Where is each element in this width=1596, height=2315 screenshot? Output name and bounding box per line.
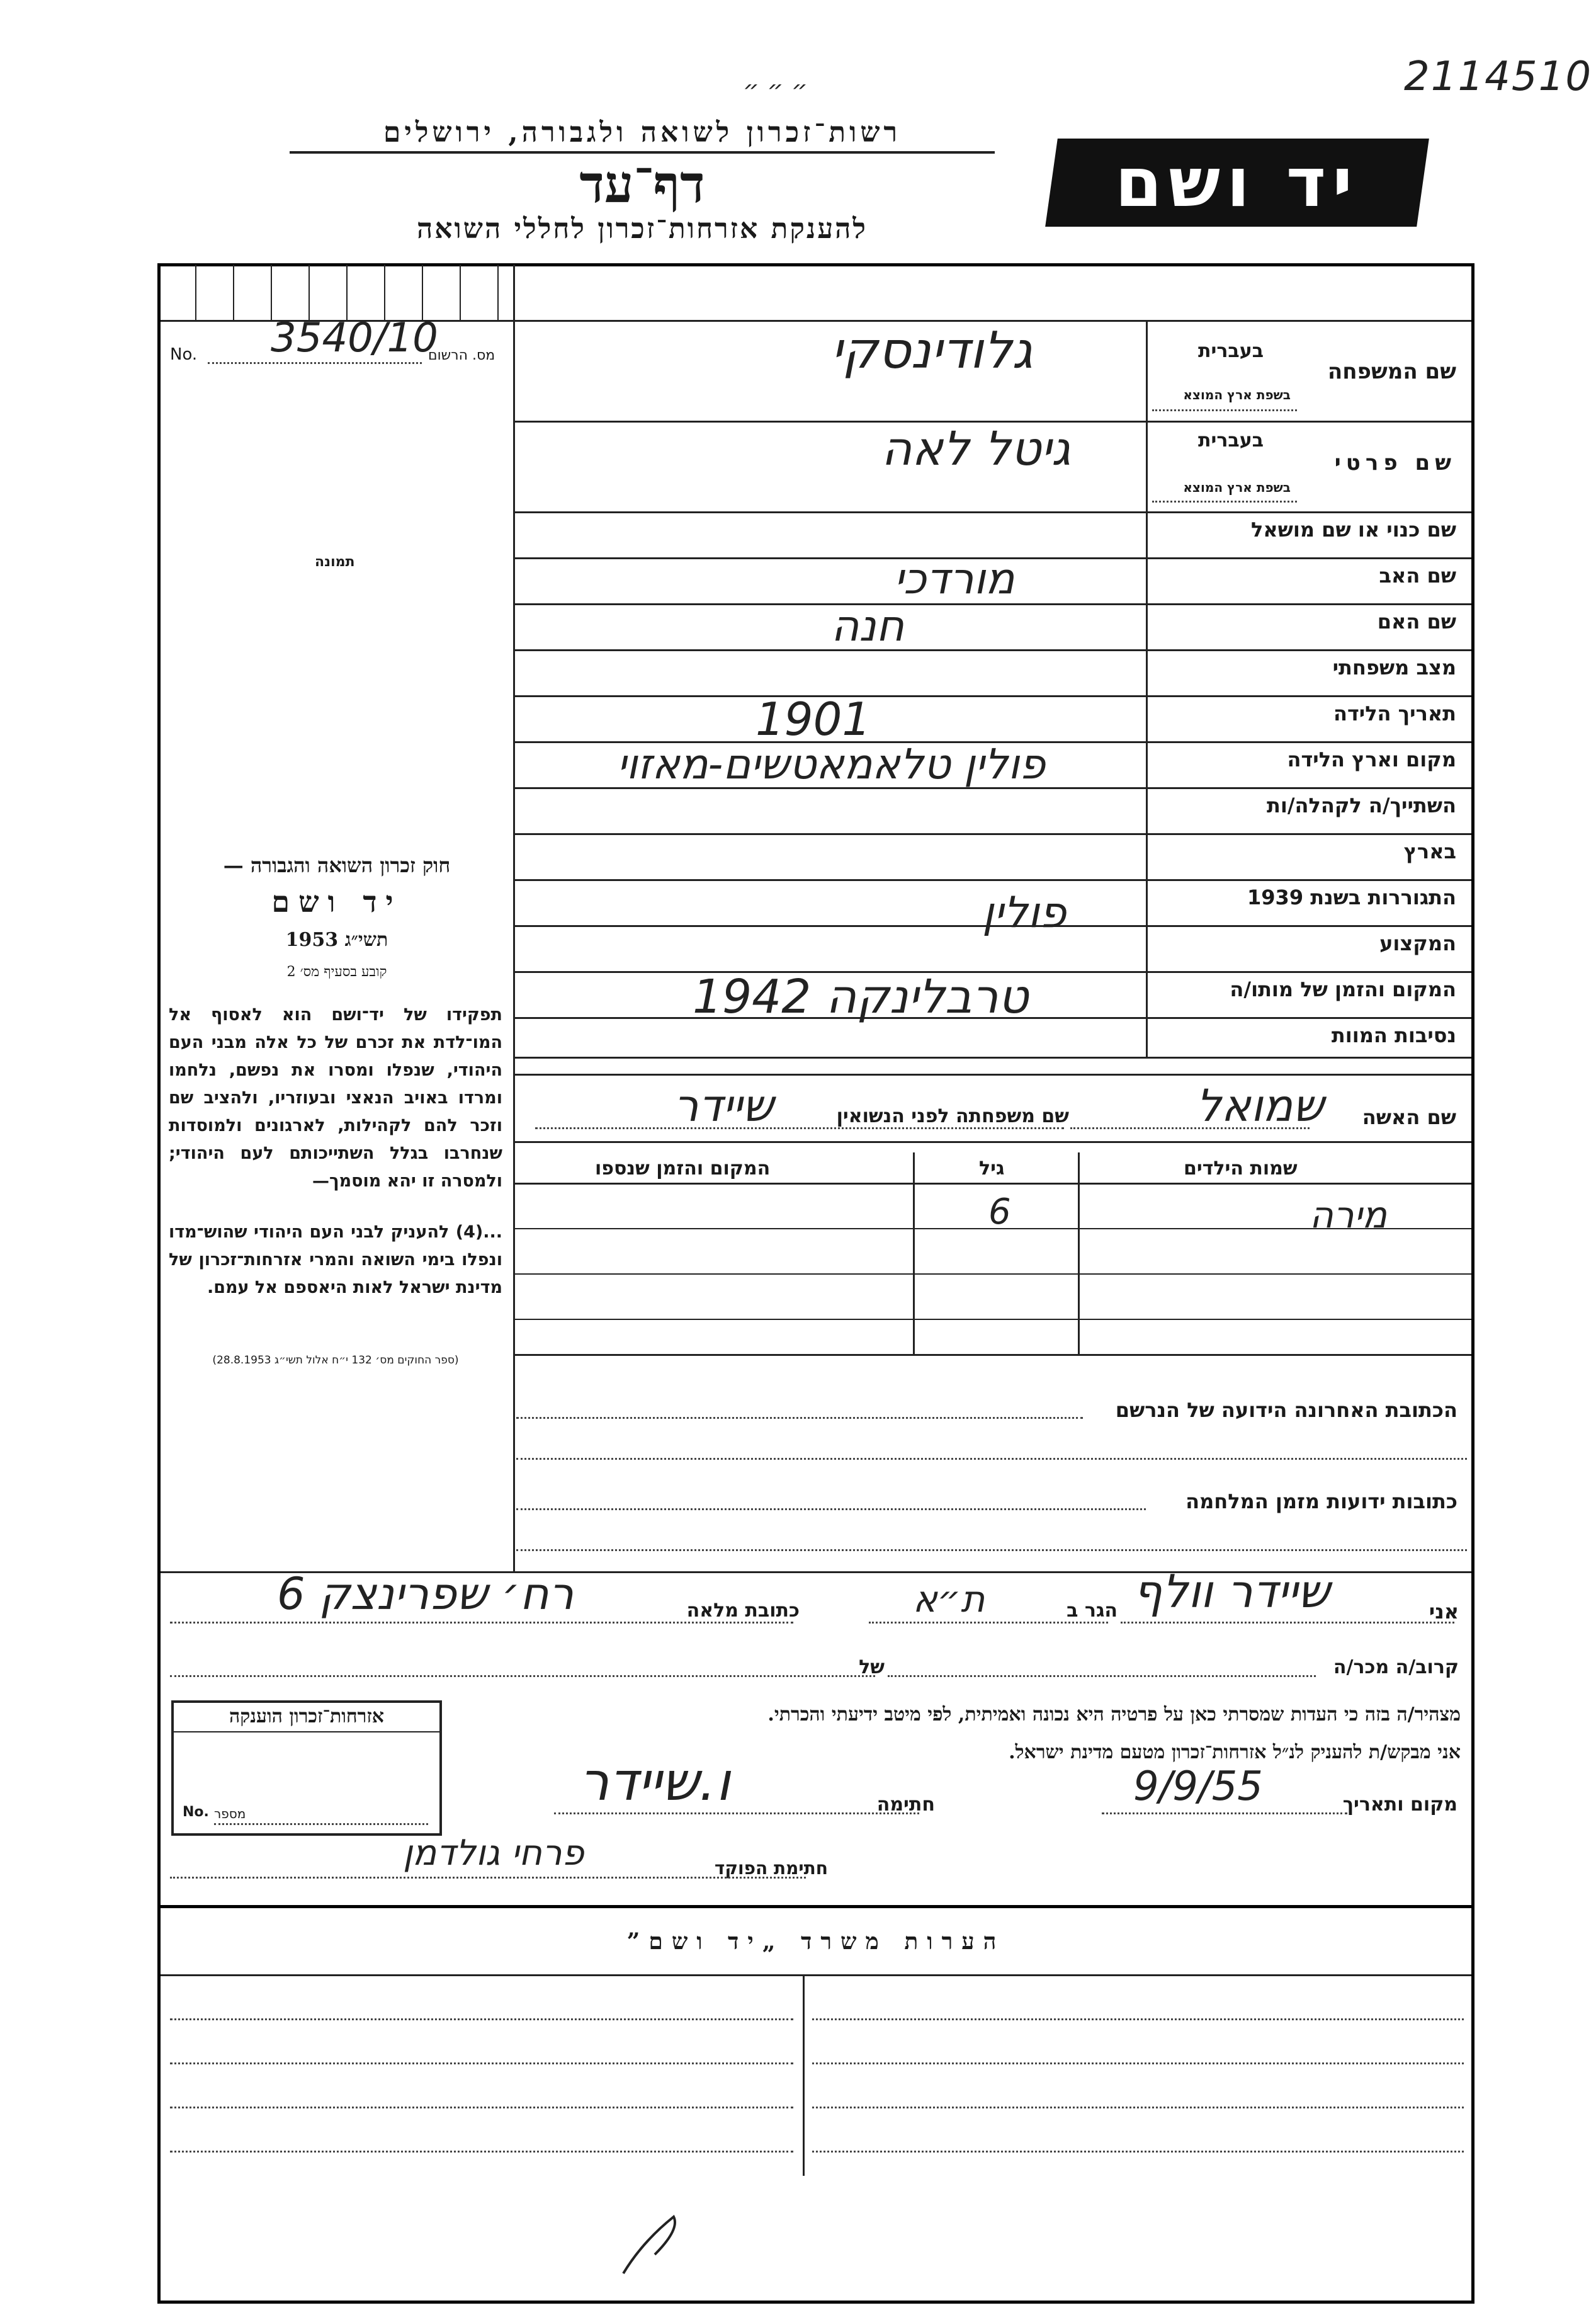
surname-origin-label: בשפת ארץ המוצא	[1183, 387, 1291, 402]
child-name[interactable]: מירה	[1310, 1193, 1387, 1236]
resides-value[interactable]: ת״א	[913, 1578, 985, 1620]
death-place-value[interactable]: טרבלינקה 1942	[693, 970, 1029, 1024]
logo-text: יד ושם	[1115, 143, 1359, 222]
first-name-origin-label: בשפת ארץ המוצא	[1183, 480, 1291, 495]
declaration-text: מצהיר/ה בזה כי העדות שמסרתי כאן על פרטיה היא נכונה ואמיתית, לפי מיטב ידיעתי והכרתי.	[767, 1704, 1461, 1726]
header-title: דף־עד	[579, 154, 705, 215]
nickname-label: שם כנוי או שם מושאל	[1250, 518, 1456, 542]
surname-label: שם המשפחה	[1327, 359, 1456, 384]
law-year: תשי״ג 1953	[285, 929, 388, 951]
last-address-label: הכתובת האחרונה הידועה של הנרשם	[1115, 1398, 1457, 1422]
spouse-maiden-label: שם משפחתה לפני הנשואין	[836, 1105, 1069, 1127]
header-subtitle: להענקת אזרחות־זכרון לחללי השואה	[416, 213, 868, 245]
remarks-title: הערות משרד „יד ושם”	[626, 1928, 1005, 1955]
of-label: של	[859, 1656, 885, 1678]
reg-label: מס. הרשום	[428, 348, 495, 363]
mother-label: שם האם	[1377, 610, 1456, 634]
marital-label: מצב משפחתי	[1332, 656, 1456, 680]
i-label: אני	[1429, 1600, 1459, 1624]
address-label: כתובת מלאה	[686, 1600, 800, 1622]
children-header-names: שמות הילדים	[1184, 1158, 1298, 1180]
spouse-maiden-value[interactable]: שיידר	[674, 1080, 774, 1132]
children-header-age: גיל	[979, 1158, 1005, 1180]
law-title: חוק זכרון השואה והגבורה —	[223, 853, 451, 877]
birth-place-label: מקום וארץ הלידה	[1287, 748, 1456, 771]
file-number: 2114510	[1404, 54, 1593, 100]
place-date-value[interactable]: 9/9/55	[1133, 1763, 1263, 1810]
father-value[interactable]: מורדכי	[894, 554, 1015, 604]
spouse-label: שם האשה	[1362, 1105, 1456, 1129]
first-name-value[interactable]: גיטל לאה	[881, 422, 1071, 476]
yad-vashem-logo	[1045, 139, 1429, 227]
request-text: אני מבקש/ת להעניק לנ״ל אזרחות־זכרון מטעם מדינת ישראל.	[1009, 1741, 1461, 1763]
granted-title: אזרחות־זכרון הוענקה	[171, 1705, 442, 1732]
surname-hebrew-label: בעברית	[1198, 340, 1264, 362]
address-value[interactable]: רח׳ שפרינצק 6	[277, 1568, 574, 1620]
law-text-2: ...(4) להעניק לבני העם היהודי שהוש־מדו ונפלו בימי השואה והמרי אזרחות־זכרון של מדינת ישראל לאות היאספם אל עמם.	[169, 1222, 502, 1297]
residence-1939-value[interactable]: פולין	[982, 888, 1067, 938]
signature-value: ו.שיידר	[579, 1751, 730, 1812]
children-header-place: המקום והזמן שנספו	[595, 1158, 771, 1180]
resides-label: הגר ב	[1067, 1600, 1118, 1622]
pen-stroke	[617, 2204, 705, 2280]
reg-no-label: No.	[170, 345, 198, 364]
relative-label: קרוב/ה מכר/ה	[1333, 1656, 1459, 1678]
death-circumstances-label: נסיבות המוות	[1331, 1023, 1456, 1047]
granted-number-label: מספר	[214, 1806, 246, 1821]
death-place-label: המקום והזמן של מותו/ה	[1230, 977, 1456, 1001]
official-label: חתימת הפוקד	[714, 1858, 828, 1879]
law-text-1: תפקידו של יד־ושם הוא לאסוף אל המו־לדת את זכרם של כל אלה מבני העם היהודי, שנפלו ומסרו את נפשם, נלחמו ומרדו באויב הנאצי ובעוזריו, ולהציב שם וזכר להם לקהילות, לארגונים ולמוסדות שנחרבו בגלל השתייכותם לעם היהודי; ולמסרה זו יהא מוסמך—	[169, 1005, 502, 1191]
place-date-label: מקום ותאריך	[1342, 1794, 1457, 1816]
profession-label: המקצוע	[1379, 931, 1456, 955]
spouse-value[interactable]: שמואל	[1196, 1080, 1324, 1132]
photo-label: תמונה	[315, 554, 355, 570]
first-name-label: שם פרטי	[1334, 450, 1456, 475]
first-name-hebrew-label: בעברית	[1198, 429, 1264, 452]
country-label: בארץ	[1403, 839, 1456, 863]
mother-value[interactable]: חנה	[831, 601, 905, 651]
signature-label: חתימה	[876, 1794, 935, 1816]
birth-place-value[interactable]: פולין טלאמאטשים-מאזוי	[617, 740, 1046, 788]
birth-date-label: תאריך הלידה	[1333, 702, 1456, 725]
law-name: יד ושם	[271, 885, 402, 919]
community-label: השתייך/ה לקהלה/ות	[1266, 793, 1456, 817]
official-signature: פרחי גולדמן	[403, 1833, 584, 1874]
child-age[interactable]: 6	[988, 1192, 1011, 1232]
birth-date-value[interactable]: 1901	[756, 693, 871, 746]
reg-number: 3540/10	[271, 315, 438, 361]
law-source: (ספר החוקים מס׳ 132 י״ח אלול תשי״ג 28.8.1953)	[212, 1354, 459, 1367]
wartime-address-label: כתובות ידועות מזמן המלחמה	[1186, 1489, 1457, 1513]
top-scribble: ״ ״ ״	[743, 76, 808, 105]
header-authority: רשות־זכרון לשואה ולגבורה, ירושלים	[290, 117, 995, 154]
law-clause: קובע בסעיף מס׳ 2	[286, 964, 387, 980]
surname-value[interactable]: גלודינסקי	[831, 321, 1033, 380]
father-label: שם האב	[1379, 564, 1456, 588]
residence-1939-label: התגוררות בשנת 1939	[1247, 885, 1456, 909]
granted-no-label: No.	[183, 1804, 209, 1820]
declarant-name[interactable]: שיידר וולף	[1133, 1565, 1330, 1618]
